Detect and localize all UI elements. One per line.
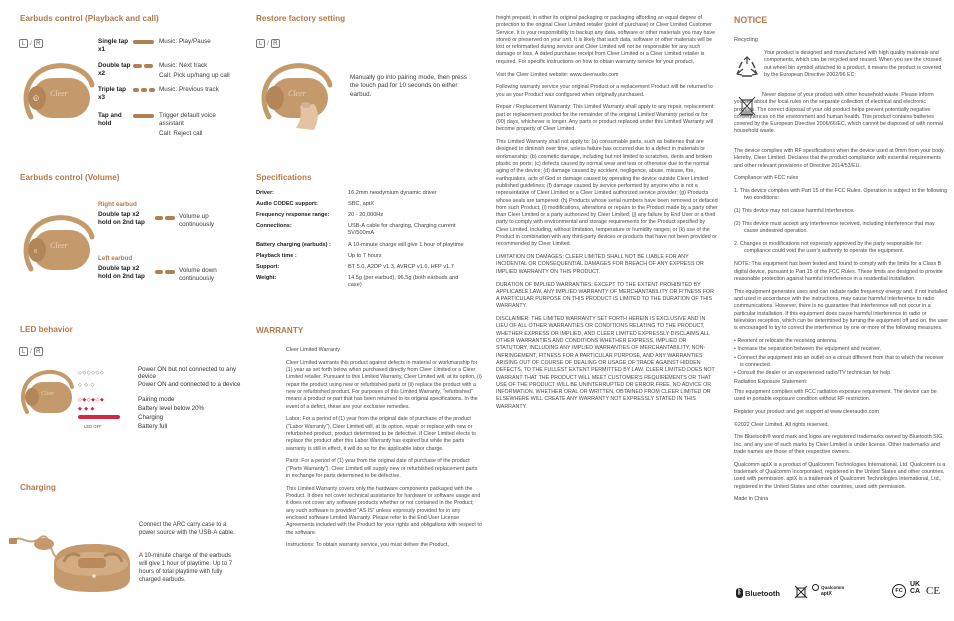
lr-indicator: L / R [19, 39, 43, 48]
action-next-track: Music: Next track [159, 62, 208, 69]
earbud-illustration [14, 363, 78, 417]
warranty-title: WARRANTY [256, 326, 304, 335]
cleer-wordmark: Cleer [50, 241, 68, 250]
tap-icon [149, 88, 155, 92]
bluetooth-logo: ᛒ Bluetooth [737, 588, 780, 598]
specs-table [256, 190, 484, 293]
warranty-paragraph: Repair / Replacement Warranty: This Limited Warranty shall apply to any repair, replacement part or replacement product for the remainder of the original Limited Warranty period or for (90) days, whichever is longer. Any parts or product replaced under this Limited Warranty will become property of Cleer Limited. [496, 104, 714, 133]
lr-indicator: L / R [19, 347, 43, 356]
led-pattern-icon: ◇◆◇◆◇◆ [78, 396, 105, 403]
led-title: LED behavior [20, 325, 73, 334]
bluetooth-icon: ᛒ [737, 589, 742, 596]
right-key: R [34, 39, 43, 48]
side-marker: B [34, 97, 38, 103]
recycle-icon [736, 56, 758, 78]
certification-logos [736, 582, 946, 604]
charging-illustration [8, 514, 136, 594]
recycling-label: Recycling [734, 37, 758, 43]
fcc-logo: FC [892, 584, 906, 598]
warranty-paragraph: Labor: For a period of (1) year from the original date of purchase of the product ("Labor Warranty"), Cleer Limited will, at its option, repair or replace with new or refurbished product, product determined to be defective. If Cleer Limited elects to replace the product after this Labor Warranty has expired but while the parts warranty is still in effect, it will do so for the applicable labor charge. [286, 416, 476, 452]
recycle-text: Your product is designed and manufactured with high quality materials and components, which can be recycled and reused. When you see the crossed out wheel bin symbol attached to a product, it means the product is covered by the European Directive 2002/96 EC: [764, 50, 942, 78]
warranty-paragraph: Visit the Cleer Limited website: www.cleeraudio.com [496, 71, 619, 78]
hold-icon [165, 270, 175, 274]
left-volume-action: Volume down continuously [179, 267, 217, 283]
restore-illustration [252, 54, 344, 130]
led-pattern-icon: ◇◇◇◇◇◇ [78, 369, 105, 376]
tap-icon [133, 88, 139, 92]
right-volume-action: Volume up continuously [179, 213, 215, 229]
spec-row: Playback time : Up to 7 hours [256, 252, 382, 259]
crossed-bin-icon [794, 585, 808, 599]
spec-row: Support: BT 5.0, A2DP v1.3, AVRCP v1.6, HFP v1.7 [256, 263, 454, 270]
spec-row: Driver: 16.2mm neodymium dynamic driver [256, 190, 437, 196]
right-key: R [34, 347, 43, 356]
aptx-icon [812, 584, 819, 591]
gesture-triple-tap: Triple tap x3 [98, 86, 126, 102]
warranty-paragraph: freight prepaid, in either its original packaging or packaging affording an equal degree of protection to the original Cleer Limited retailer (point of purchase) or Cleer Limited Customer Service. It is your responsibility to backup any data, software or other materials you may have stored or preserved on your unit. It is likely that such data, software or other materials will be lost or reformatted during service and Cleer Limited will not be responsible for any such damage or loss. A dated purchase receipt from Cleer Limited or a Cleer Limited retailer is required. For specific instructions on how to obtain warranty service for your product, [496, 15, 716, 65]
earbud-illustration [14, 54, 100, 124]
left-key: L [19, 347, 28, 356]
action-voice-assistant: Trigger default voice assistant [159, 112, 216, 128]
led-solid-icon [78, 415, 138, 421]
charging-text-1: Connect the ARC carry case to a power source with the USB-A cable. [139, 522, 235, 536]
column-2 [248, 0, 488, 621]
cleer-wordmark: Cleer [50, 89, 68, 98]
action-pickup-call: Call: Pick up/hang up call [159, 72, 230, 79]
spec-row: Battery charging (earbuds) : A 10-minute charge will give 1 hour of playtime [256, 241, 464, 248]
left-key: L [256, 39, 265, 48]
tap-icon [133, 64, 142, 68]
spec-row: Connections: USB-A cable for charging, Charging current 5V/500mA [256, 223, 456, 237]
notice-title: NOTICE [734, 15, 768, 25]
warranty-paragraph: DISCLAIMER: THE LIMITED WARRANTY SET FORTH HEREIN IS EXCLUSIVE AND IN LIEU OF ALL OTHER WARRANTIES OR CONDITIONS RELATING TO THE PRODUCT, WHETHER EXPRESS OR IMPLIED, AND CLEER LIMITED EXPRESSLY DISCLAIMS ALL OTHER WARRANTIES AND CONDITIONS WHETHER EXPRESS, IMPLIED OR STATUTORY, INCLUDING ANY IMPLIED WARRANTIES OF MERCHANTABILITY, NON-INFRINGEMENT, FITNESS FOR A PARTICULAR PURPOSE, AND ANY WARRANTIES ARISING OUT OF COURSE OF DEALING OR USAGE OF TRADE AGAINST HIDDEN DEFECTS, TO THE FULLEST EXTENT PERMITTED BY LAW. CLEER LIMITED DOES NOT WARRANT THAT THE PRODUCT WILL MEET CUSTOMER'S REQUIREMENTS OR THAT USE OF THE PRODUCT WILL BE UNINTERRUPTED OR ERROR FREE. NO ADVICE OR INFORMATION, WHETHER ORAL OR WRITTEN, OBTAINED FROM CLEER LIMITED OR ELSEWHERE WILL CREATE ANY WARRANTY NOT EXPRESSLY STATED IN THIS WARRANTY. [496, 316, 715, 410]
warranty-paragraph: LIMITATION ON DAMAGES: CLEER LIMITED SHALL NOT BE LIABLE FOR ANY INCIDENTAL OR CONSEQUENTIAL DAMAGES FOR BREACH OF ANY EXPRESS OR IMPLIED WARRANTY ON THIS PRODUCT. [496, 254, 704, 275]
led-row: ◇ ◇ ◇ Power ON and connected to a device [78, 381, 241, 388]
led-row: ◆ ◆ ◆ Battery level below 20% [78, 405, 205, 412]
warranty-paragraph: This Limited Warranty covers only the hardware components packaged with the Product. It does not cover technical assistance for hardware or software usage and it does not cover any software products whether or not contained in the Product; any such software is provided "AS IS" unless expressly provided for in any enclosed software Limited Warranty. Please refer to the End User License Agreements included with the Product for your rights and obligations with respect to the software. [286, 485, 482, 536]
led-pattern-icon: ◆ ◆ ◆ [78, 405, 95, 412]
led-row: ◇◇◇◇◇◇ Power ON but not connected to any device [78, 366, 237, 380]
lr-indicator: L / R [256, 39, 280, 48]
spec-row: Weight: 14.5g (per earbud), 96.5g (both earbuds and case) [256, 274, 459, 288]
action-previous-track: Music: Previous track [159, 86, 219, 93]
column-1 [0, 0, 248, 621]
warranty-paragraph: Parts: For a period of (1) year from the original date of purchase of the product ("Parts Warranty"), Cleer Limited will supply new or refurbished replacement parts in exchange for parts determined to be defective. [286, 458, 478, 479]
led-row: Charging [78, 415, 163, 422]
warranty-paragraph: Cleer Limited Warranty [286, 347, 340, 353]
cleer-wordmark: Cleer [41, 391, 55, 397]
specs-title: Specifications [256, 173, 312, 182]
left-earbud-label: Left earbud [98, 255, 133, 262]
gesture-double-tap: Double tap x2 [98, 62, 131, 78]
warranty-text-col3 [496, 15, 718, 417]
led-row: ◇◆◇◆◇◆ Pairing mode [78, 396, 175, 403]
tap-icon [155, 216, 163, 220]
warranty-paragraph: Following warranty service your original Product or a replacement Product will be returned to you as your Product was configured when originally purchased. [496, 84, 713, 98]
action-reject-call: Call: Reject call [159, 130, 203, 137]
spec-row: Frequency response range: 20 - 20,000Hz [256, 212, 384, 219]
led-row: LED OFF Battery full [78, 424, 167, 431]
side-marker: B [34, 249, 38, 255]
action-play-pause: Music: Play/Pause [159, 38, 211, 45]
tap-icon [141, 88, 147, 92]
gesture-single-tap: Single tap x1 [98, 38, 129, 54]
warranty-paragraph: DURATION OF IMPLIED WARRANTIES: EXCEPT TO THE EXTENT PROHIBITED BY APPLICABLE LAW, ANY IMPLIED WARRANTY OF MERCHANTABILITY OR FITNESS FOR A PARTICULAR PURPOSE ON THIS PRODUCT IS LIMITED TO THE DURATION OF THIS WARRANTY. [496, 281, 714, 310]
tap-icon [144, 64, 153, 68]
left-volume-gesture: Double tap x2 hold on 2nd tap [98, 265, 145, 281]
right-key: R [271, 39, 280, 48]
playback-title: Earbuds control (Playback and call) [20, 14, 159, 23]
column-4 [726, 0, 954, 621]
warranty-paragraph: Cleer Limited warrants this product against defects in material or workmanship for (1) year as set forth below when purchased directly from Cleer Limited or a Cleer Limited retailer. Pursuant to this Limited Warranty, Cleer Limited will, at its option, (i) repair the product using new or refurbished parts or (ii) replace the product with a new or refurbished product. For purposes of this Limited Warranty, "refurbished" means a product or part that has been returned to its original specifications. In the event of a defect, these are your exclusive remedies. [286, 359, 482, 410]
charging-title: Charging [20, 483, 56, 492]
spec-row: Audio CODEC support: SBC, aptX [256, 201, 375, 208]
ukca-logo: UK CA [910, 581, 921, 595]
hold-icon [165, 216, 175, 220]
earbud-illustration [14, 206, 100, 276]
volume-title: Earbuds control (Volume) [20, 173, 120, 182]
notice-body: The device complies with RF specifications when the device used at 0mm from your body. Hereby, Cleer Limited. Declares that the product compliance with essential requirements and other relevant provisions of Directive 2014/53/EU. Compliance with FCC rules 1. This device complies with Part 15 of the FCC Rules. Operation is subject to the following two conditions: (1) This device may not cause harmful interference. (2) This device must accept any interference received, including interference that may cause undesired operation. 2. Changes or modifications not expressly approved by the party responsible for compliance could void the user's authority to operate the equipment. NOTE: This equipment has been tested and found to comply with the limits for a Class B digital device, pursuant to Part 15 of the FCC Rules. These limits are designed to provide reasonable protection against harmful interference in a residential installation. This equipment generates uses and can radiate radio frequency energy and, if not installed and used in accordance with the instructions, may cause harmful interference to radio communications. However, there is no guarantee that interference will not occur in a particular installation. If this equipment does cause harmful interference to radio or television reception, which can be determined by turning the equipment off and on, the user is encouraged to try to correct the interference by one or more of the following measures. • Reorient or relocate the receiving antenna. • Increase the separation between the equipment and receiver. • Connect the equipment into an outlet on a circuit different from that to which the receiver is connected. • Consult the dealer or an experienced radio/TV technician for help. Radiation Exposure Statement: This equipment complies with FCC radiation exposure requirement. The device can be used in portable exposure condition without RF restriction. Register your product and get support at www.cleeraudio.com ©2022 Cleer Limited. All rights reserved. The Bluetooth® word mark and logos are registered trademarks owned by Bluetooth SIG, Inc. and any use of such marks by Cleer Limited is under license. Other trademarks and trade names are those of their respective owners. Qualcomm aptX is a product of Qualcomm Technologies International, Ltd. Qualcomm is a trademark of Qualcomm Incorporated, registered in the United States and other countries, used with permission. aptX is a trademark of Qualcomm Technologies International, Ltd., registered in the United States and other countries, used with permission. Made in China [734, 148, 948, 503]
ce-logo: CE [926, 585, 941, 597]
tap-icon [155, 270, 163, 274]
hold-icon [133, 114, 154, 118]
cleer-wordmark: Cleer [288, 89, 306, 98]
restore-text: Manually go into pairing mode, then press the touch pad for 10 seconds on either earbud. [350, 74, 467, 98]
gesture-tap-hold: Tap and hold [98, 112, 122, 128]
qualcomm-aptx-logo: Qualcomm aptX [812, 584, 846, 597]
right-volume-gesture: Double tap x2 hold on 2nd tap [98, 211, 145, 227]
bin-text: Never dispose of your product with other household waste. Please inform yourself about the local rules on the separate collection of electrical and electronic products. The correct disposal of your old product helps prevent potentially negative consequences on the environment and human health. This product contains batteries covered by the European Directive 2006/66/EC, which cannot be disposed of with normal household waste. [734, 92, 944, 135]
charging-text-2: A 10-minute charge of the earbuds will give 1 hour of playtime. Up to 7 hours of total playtime with fully charged earbuds. [139, 553, 233, 583]
led-off-label: LED OFF [84, 424, 102, 430]
led-pattern-icon: ◇ ◇ ◇ [78, 381, 95, 388]
warranty-paragraph: Instructions: To obtain warranty service, you must deliver the Product, [286, 542, 450, 549]
warranty-paragraph: This Limited Warranty shall not apply to: (a) consumable parts, such as batteries that are designed to diminish over time, unless failure has occurred due to a defect in materials or workmanship; (b) cosmetic damage, including but not limited to scratches, dents and broken plastic on ports; (c) defects caused by normal wear and tear or otherwise due to the normal aging of the device; (d) damage caused by accident, negligence, abuse, misuse, fire, earthquakes, acts of God or damage caused by operating the device outside Cleer Limited published guidelines; (f) damage caused by service performed by anyone who is not a representative of Cleer Limited or a Cleer Limited authorized service provider; (g) Products whose seals are tampered; (h) Products whose serial numbers have been removed or defaced from such Product; (i) modifications, alterations or repairs to the Product made by a party other than Cleer Limited or a party authorized by Cleer Limited; (j) any failure by End User or a third party to comply with environmental and storage requirements for the Product specified by Cleer Limited, including, without limitation, temperature or humidity ranges; or (k) use of the Product in combination with any third-party devices or products that have not been provided or recommended by Cleer Limited. [496, 139, 718, 248]
right-earbud-label: Right earbud [98, 201, 137, 208]
tap-icon [133, 40, 154, 44]
column-3 [488, 0, 726, 621]
restore-title: Restore factory setting [256, 14, 346, 23]
left-key: L [19, 39, 28, 48]
warranty-text-col2 [286, 347, 482, 555]
